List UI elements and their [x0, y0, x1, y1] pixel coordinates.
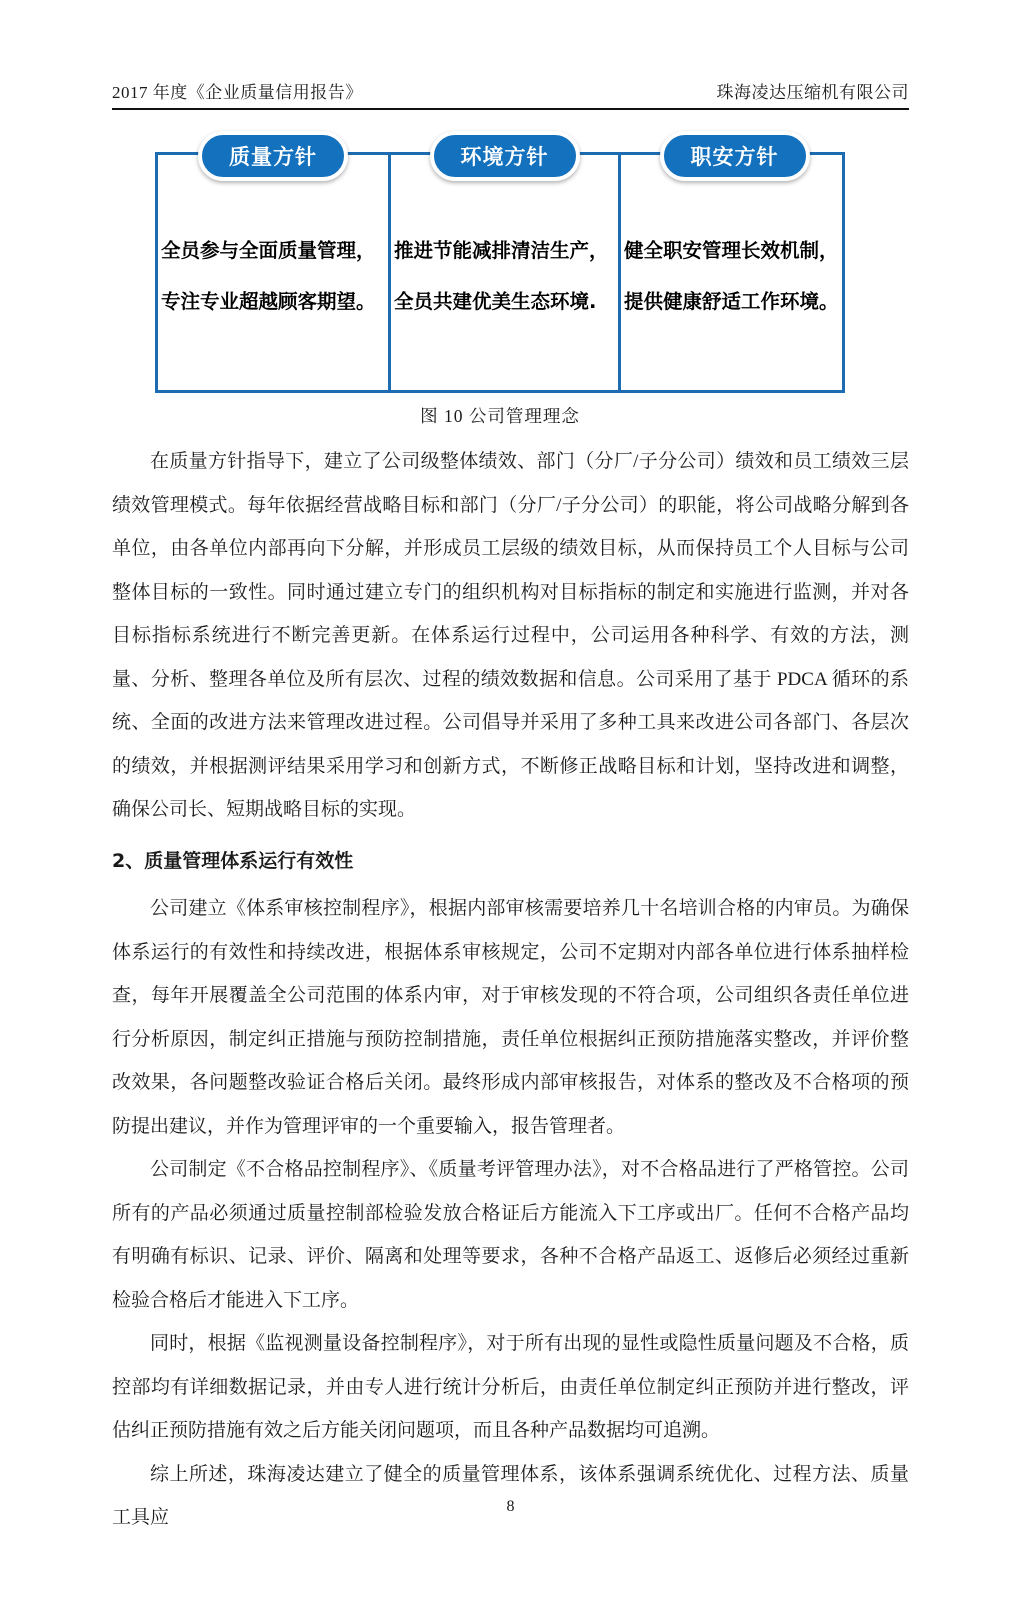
panel-quality-policy — [158, 145, 388, 390]
quality-policy-line1: 全员参与全面质量管理， — [161, 239, 376, 262]
quality-policy-pill — [198, 131, 348, 181]
page-header — [112, 78, 909, 103]
paragraph-summary: 综上所述，珠海凌达建立了健全的质量管理体系，该体系强调系统优化、过程方法、质量工具应 — [112, 1463, 909, 1528]
environment-policy-title: 环境方针 — [460, 145, 549, 169]
safety-policy-line1: 健全职安管理长效机制， — [624, 239, 839, 262]
document-body — [112, 440, 909, 1540]
paragraph-internal-audit: 公司建立《体系审核控制程序》，根据内部审核需要培养几十名培训合格的内审员。为确保体系运行的有效性和持续改进，根据体系审核规定，公司不定期对内部各单位进行体系抽样检查，每年开展覆盖全公司范围的体系内审，对于审核发现的不符合项，公司组织各责任单位进行分析原因，制定纠正措施与预防控制措施，责任单位根据纠正预防措施落实整改，并评价整改效果，各问题整改验证合格后关闭。最终形成内部审核报告，对体系的整改及不合格项的预防提出建议，并作为管理评审的一个重要输入，报告管理者。 — [112, 898, 909, 1137]
environment-policy-line1: 推进节能减排清洁生产， — [394, 239, 609, 262]
quality-policy-text — [158, 225, 388, 327]
environment-policy-line2: 全员共建优美生态环境. — [394, 290, 597, 313]
safety-policy-pill — [660, 131, 810, 181]
header-company-name: 珠海凌达压缩机有限公司 — [716, 83, 909, 102]
environment-policy-pill — [430, 131, 580, 181]
section-heading-qms-effectiveness: 2、质量管理体系运行有效性 — [112, 849, 354, 872]
safety-policy-title: 职安方针 — [690, 145, 779, 169]
policy-panels — [155, 145, 845, 393]
safety-policy-text — [621, 225, 848, 327]
figure-caption: 图 10 公司管理理念 — [420, 406, 580, 426]
paragraph-monitoring-measurement: 同时，根据《监视测量设备控制程序》，对于所有出现的显性或隐性质量问题及不合格，质控部均有详细数据记录，并由专人进行统计分析后，由责任单位制定纠正预防并进行整改，评估纠正预防措施有效之后方能关闭问题项，而且各种产品数据均可追溯。 — [112, 1333, 909, 1441]
paragraph-performance-management: 在质量方针指导下，建立了公司级整体绩效、部门（分厂/子分公司）绩效和员工绩效三层绩效管理模式。每年依据经营战略目标和部门（分厂/子分公司）的职能，将公司战略分解到各单位，由各单位内部再向下分解，并形成员工层级的绩效目标，从而保持员工个人目标与公司整体目标的一致性。同时通过建立专门的组织机构对目标指标的制定和实施进行监测，并对各目标指标系统进行不断完善更新。在体系运行过程中，公司运用各种科学、有效的方法，测量、分析、整理各单位及所有层次、过程的绩效数据和信息。公司采用了基于 PDCA 循环的系统、全面的改进方法来管理改进过程。公司倡导并采用了多种工具来改进公司各部门、各层次的绩效，并根据测评结果采用学习和创新方式，不断修正战略目标和计划，坚持改进和调整，确保公司长、短期战略目标的实现。 — [112, 451, 909, 820]
header-report-title: 2017 年度《企业质量信用报告》 — [112, 83, 363, 102]
page-number: 8 — [506, 1498, 515, 1515]
management-policy-figure — [155, 145, 845, 428]
quality-policy-line2: 专注专业超越顾客期望。 — [161, 290, 376, 313]
quality-policy-title: 质量方针 — [229, 145, 317, 169]
paragraph-nonconforming-control: 公司制定《不合格品控制程序》、《质量考评管理办法》，对不合格品进行了严格管控。公司所有的产品必须通过质量控制部检验发放合格证后方能流入下工序或出厂。任何不合格产品均有明确有标识、记录、评价、隔离和处理等要求，各种不合格产品返工、返修后必须经过重新检验合格后才能进入下工序。 — [112, 1159, 909, 1311]
panel-environment-policy — [388, 145, 618, 390]
safety-policy-line2: 提供健康舒适工作环境。 — [624, 290, 839, 313]
environment-policy-text — [391, 225, 618, 327]
header-divider — [112, 108, 909, 110]
panel-safety-policy — [618, 145, 848, 390]
